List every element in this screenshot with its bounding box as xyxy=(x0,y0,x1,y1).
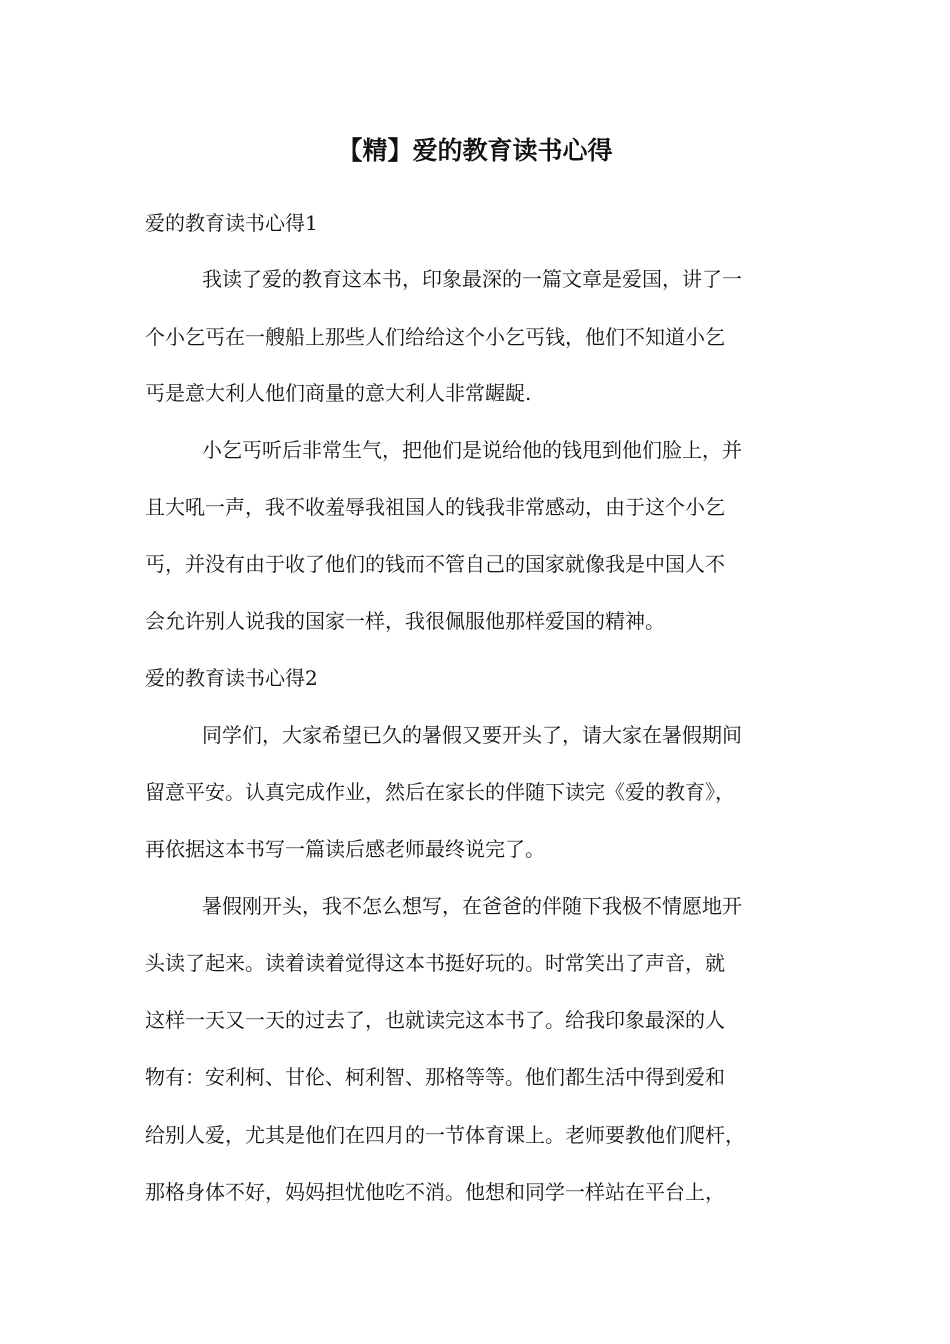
paragraph-line: 我读了爱的教育这本书，印象最深的一篇文章是爱国，讲了一 xyxy=(202,267,742,291)
paragraph-line: 同学们，大家希望已久的暑假又要开头了，请大家在暑假期间 xyxy=(202,723,742,747)
section-heading-2: 爱的教育读书心得2 xyxy=(145,666,318,690)
paragraph-line: 再依据这本书写一篇读后感老师最终说完了。 xyxy=(145,837,545,861)
paragraph-line: 留意平安。认真完成作业，然后在家长的伴随下读完《爱的教育》， xyxy=(145,780,735,804)
section-heading-1: 爱的教育读书心得1 xyxy=(145,211,318,235)
paragraph-line: 头读了起来。读着读着觉得这本书挺好玩的。时常笑出了声音，就 xyxy=(145,951,725,975)
paragraph-line: 小乞丐听后非常生气，把他们是说给他的钱甩到他们脸上，并 xyxy=(202,438,742,462)
paragraph-line: 丐是意大利人他们商量的意大利人非常龌龊. xyxy=(145,381,532,405)
paragraph-line: 暑假刚开头，我不怎么想写，在爸爸的伴随下我极不情愿地开 xyxy=(202,894,742,918)
paragraph-line: 那格身体不好，妈妈担忧他吃不消。他想和同学一样站在平台上， xyxy=(145,1180,725,1204)
paragraph-line: 且大吼一声，我不收羞辱我祖国人的钱我非常感动，由于这个小乞 xyxy=(145,495,725,519)
document-title: 【精】爱的教育读书心得 xyxy=(337,136,613,165)
paragraph-line: 物有：安利柯、甘伦、柯利智、那格等等。他们都生活中得到爱和 xyxy=(145,1065,725,1089)
paragraph-line: 丐，并没有由于收了他们的钱而不管自己的国家就像我是中国人不 xyxy=(145,552,725,576)
paragraph-line: 给别人爱，尤其是他们在四月的一节体育课上。老师要教他们爬杆， xyxy=(145,1123,745,1147)
paragraph-line: 会允许别人说我的国家一样，我很佩服他那样爱国的精神。 xyxy=(145,609,665,633)
paragraph-line: 这样一天又一天的过去了，也就读完这本书了。给我印象最深的人 xyxy=(145,1008,725,1032)
paragraph-line: 个小乞丐在一艘船上那些人们给给这个小乞丐钱，他们不知道小乞 xyxy=(145,325,725,349)
